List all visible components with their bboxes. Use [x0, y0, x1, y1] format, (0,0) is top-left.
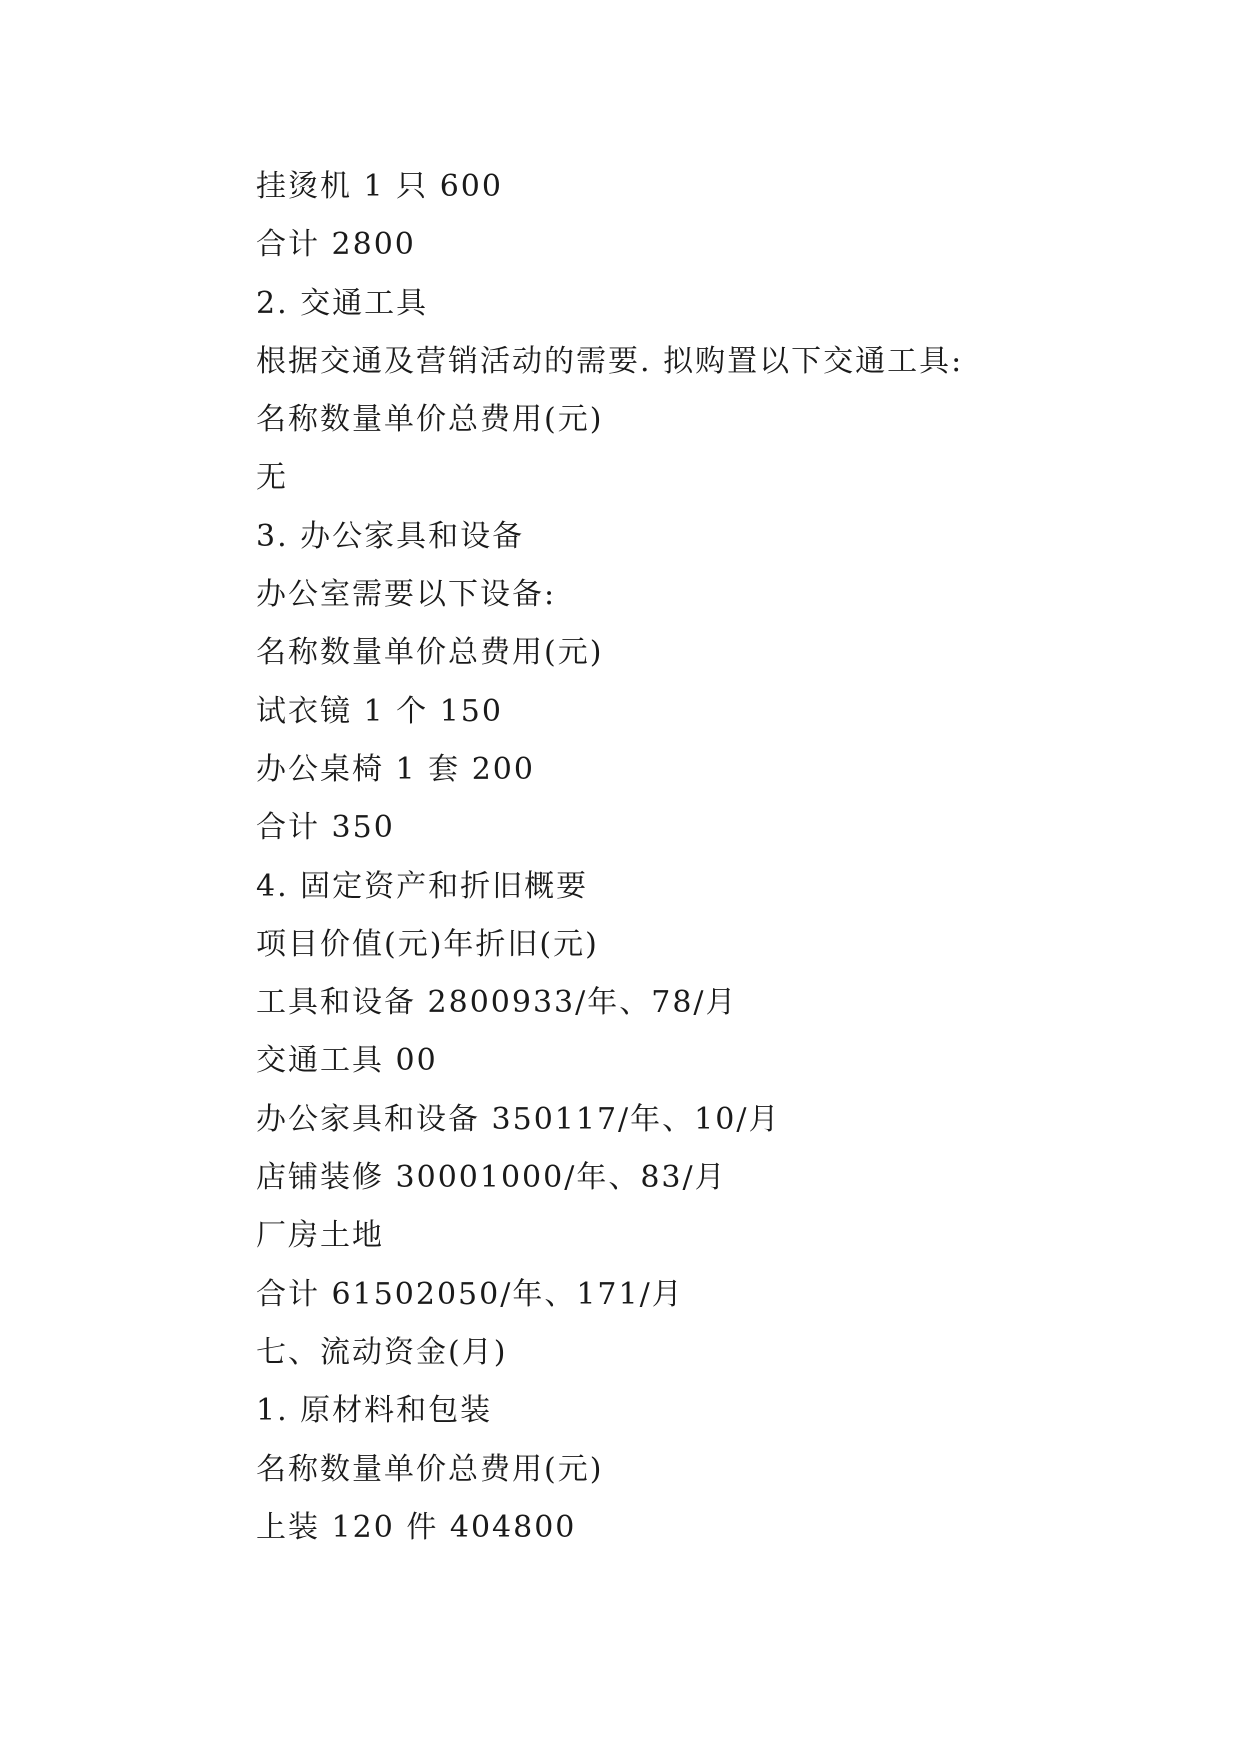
table-header-line: 名称数量单价总费用(元): [256, 1451, 604, 1487]
text-line: 上装 120 件 404800: [256, 1509, 577, 1545]
section-heading: 4. 固定资产和折旧概要: [256, 868, 589, 904]
text-line: 根据交通及营销活动的需要. 拟购置以下交通工具:: [256, 343, 964, 379]
text-line: 厂房土地: [256, 1218, 384, 1254]
section-heading: 2. 交通工具: [256, 285, 429, 321]
text-line: 办公室需要以下设备:: [256, 577, 557, 613]
section-heading: 七、流动资金(月): [256, 1334, 508, 1370]
table-header-line: 项目价值(元)年折旧(元): [256, 926, 599, 962]
text-line: 试衣镜 1 个 150: [256, 693, 503, 729]
text-line: 合计 350: [256, 810, 395, 846]
text-line: 无: [256, 460, 288, 496]
text-line: 办公家具和设备 350117/年、10/月: [256, 1101, 781, 1137]
text-line: 交通工具 00: [256, 1043, 438, 1079]
text-line: 办公桌椅 1 套 200: [256, 751, 535, 787]
text-line: 店铺装修 30001000/年、83/月: [256, 1160, 727, 1196]
section-heading: 3. 办公家具和设备: [256, 518, 525, 554]
table-header-line: 名称数量单价总费用(元): [256, 402, 604, 438]
section-heading: 1. 原材料和包装: [256, 1393, 493, 1429]
table-header-line: 名称数量单价总费用(元): [256, 635, 604, 671]
document-body: [256, 158, 1116, 1557]
text-line: 合计 61502050/年、171/月: [256, 1276, 684, 1312]
text-line: 合计 2800: [256, 227, 416, 263]
text-line: 挂烫机 1 只 600: [256, 169, 503, 204]
text-line: 工具和设备 2800933/年、78/月: [256, 985, 738, 1021]
